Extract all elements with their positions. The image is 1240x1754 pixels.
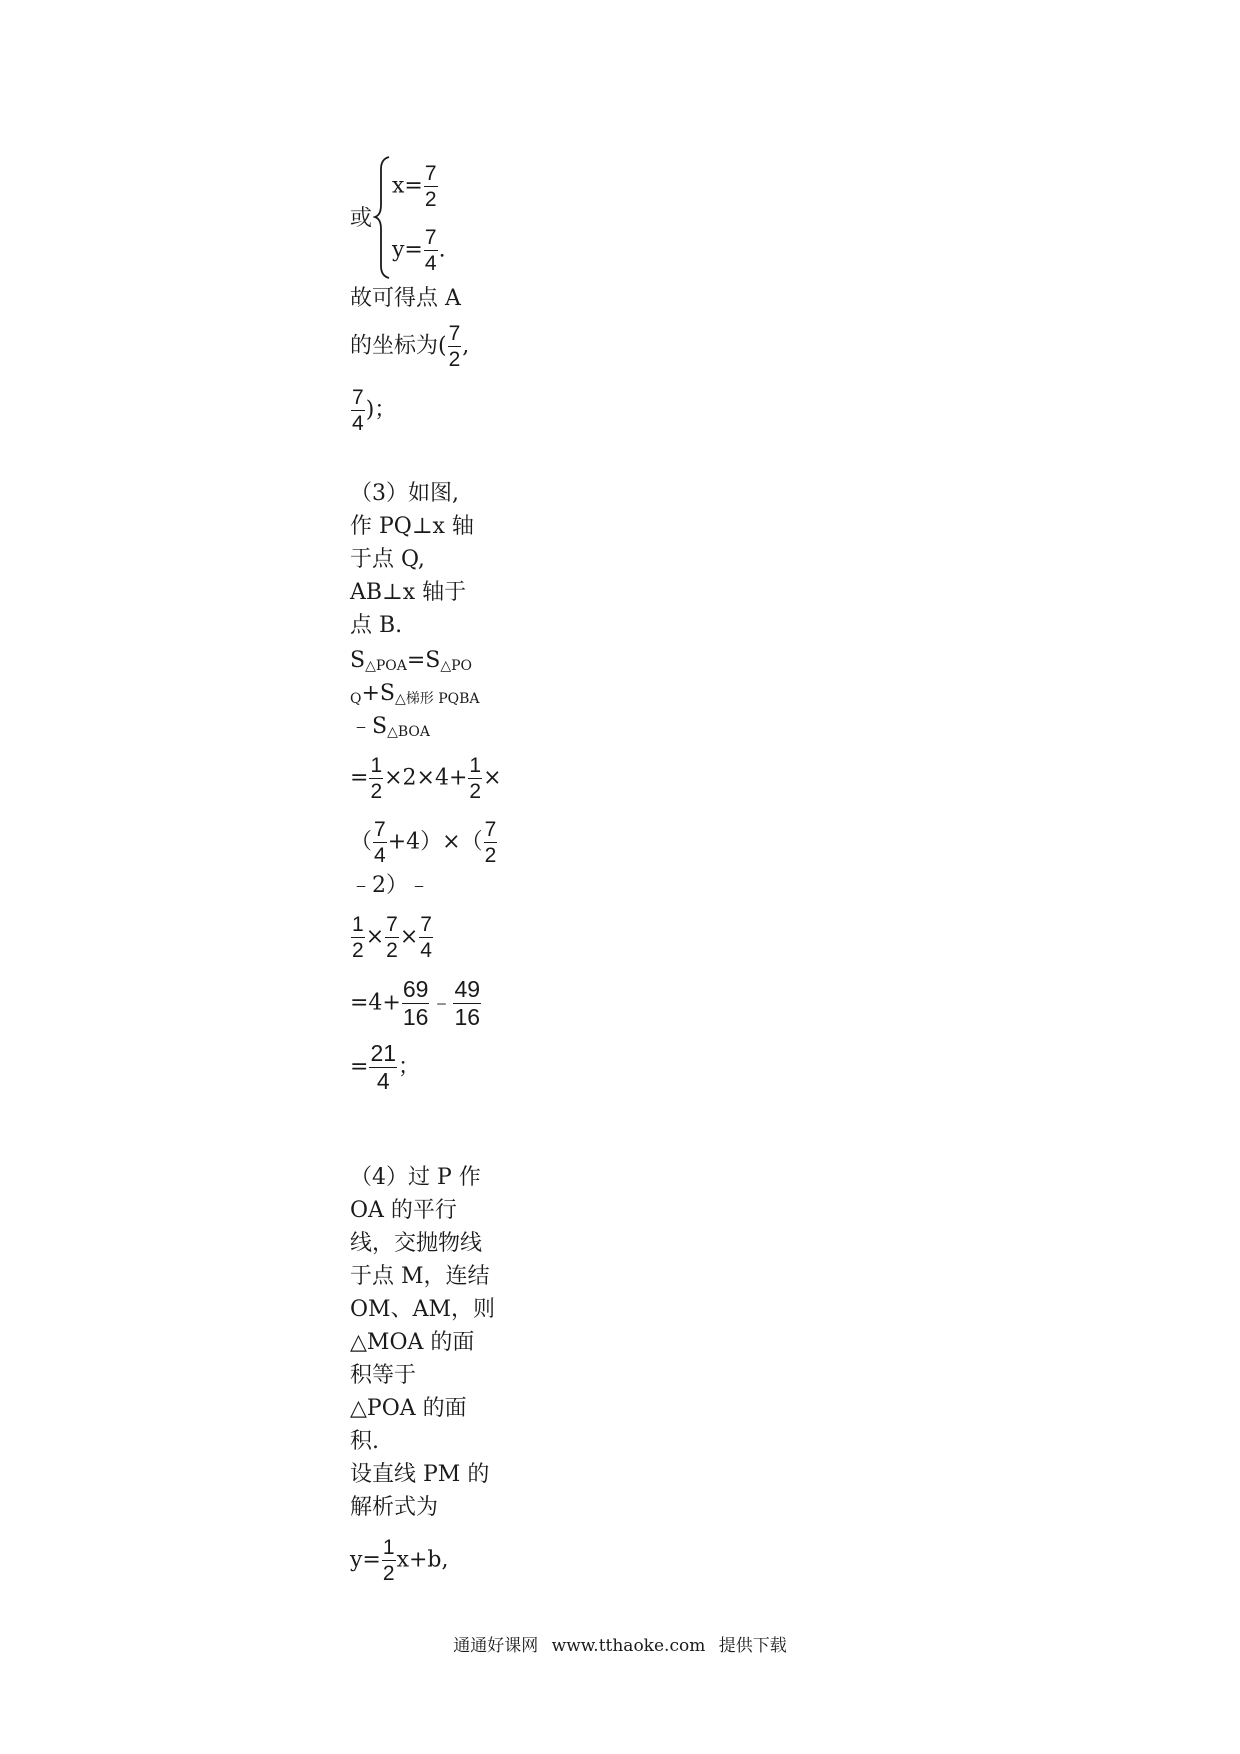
- calc-line1: = $\frac{1}{2}$ ×2×4+ $\frac{1}{2}$ ×: [350, 754, 502, 803]
- part4-line11: 解析式为: [350, 1495, 439, 1520]
- footer-site-name: 通通好课网: [453, 1636, 539, 1656]
- part4-line4: 于点 M，连结: [350, 1264, 490, 1289]
- point-a-coord-line2: $\frac{7}{4}$ )；: [352, 386, 397, 435]
- part4-line2: OA 的平行: [350, 1198, 457, 1223]
- area-formula-line2: $_Q+S_{\triangle 梯形 PQBA}$: [350, 681, 480, 707]
- calc-line5: =4+ $\frac{69}{16}$ ﹣ $\frac{49}{16}$: [350, 976, 481, 1030]
- part3-line3: 于点 Q,: [350, 547, 425, 572]
- part4-line8: △POA 的面: [350, 1396, 467, 1421]
- brace-icon: [373, 155, 393, 280]
- part3-line5: 点 B.: [350, 613, 403, 638]
- footer-url[interactable]: www.tthaoke.com: [551, 1636, 706, 1656]
- system-or-label: 或: [350, 206, 373, 231]
- point-a-line: 故可得点 A: [350, 286, 461, 311]
- part4-line1: （4）过 P 作: [350, 1165, 481, 1190]
- calc-line2: （ $\frac{7}{4}$ +4）×（ $\frac{7}{2}$: [350, 818, 497, 867]
- system-y-eq: y= $\frac{7}{4}$ .: [392, 226, 446, 275]
- part4-line6: △MOA 的面: [350, 1330, 475, 1355]
- line-pm-equation: y= $\frac{1}{2}$ x+b,: [350, 1536, 449, 1585]
- calc-line4: $\frac{1}{2}$ × $\frac{7}{2}$ × $\frac{7}{4}$: [352, 913, 432, 962]
- part4-line9: 积.: [350, 1429, 379, 1454]
- footer-provide-text: 提供下载: [718, 1636, 787, 1656]
- system-x-eq: x= $\frac{7}{2}$: [392, 162, 437, 211]
- point-a-coord-line1: 的坐标为( $\frac{7}{2}$ ,: [350, 322, 470, 371]
- part3-line2: 作 PQ⊥x 轴: [350, 514, 474, 539]
- calc-line3: ﹣2）﹣: [350, 873, 430, 898]
- part4-line5: OM、AM，则: [350, 1297, 495, 1322]
- area-formula-line3: $﹣S_{\triangle BOA}$: [350, 714, 430, 740]
- calc-line6: = $\frac{21}{4}$ ；: [350, 1040, 421, 1094]
- part3-line1: （3）如图,: [350, 481, 459, 506]
- part3-line4: AB⊥x 轴于: [350, 580, 467, 605]
- area-formula-line1: $S_{\triangle POA}=S_{\triangle PO}$: [350, 648, 473, 674]
- page-footer: [0, 1631, 1240, 1656]
- part4-line3: 线，交抛物线: [350, 1231, 483, 1256]
- part4-line10: 设直线 PM 的: [350, 1462, 490, 1487]
- part4-line7: 积等于: [350, 1363, 417, 1388]
